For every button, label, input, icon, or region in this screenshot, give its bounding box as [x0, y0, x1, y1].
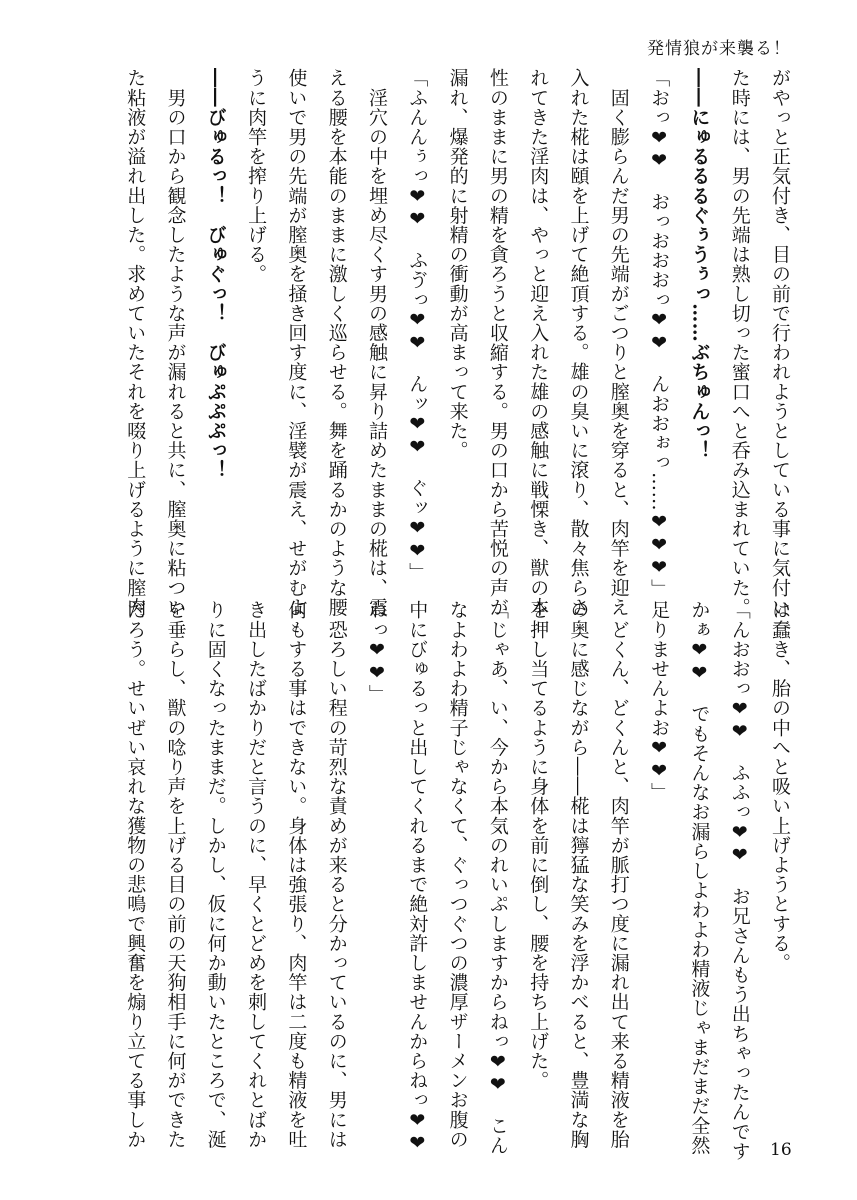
text-column: 恐ろしい程の苛烈な責めが来ると分かっているのに、男には [325, 600, 348, 1149]
text-column: た粘液が溢れ出した。求めていたそれを啜り上げるように膣肉 [124, 68, 147, 617]
text-column: 「おっ❤❤ おっおおおっ❤❤ んおおぉっ……❤❤❤」 [648, 68, 671, 599]
running-header-title: 発情狼が来襲る！ [647, 39, 791, 59]
text-column: 入れた椛は頤を上げて絶頂する。雄の臭いに滾り、散々焦らさ [567, 68, 590, 617]
text-column: なよわよわ精子じゃなくて、ぐっつぐつの濃厚ザーメンお腹の [446, 600, 469, 1149]
text-column: かぁ❤❤ でもそんなお漏らしよわよわ精液じゃまだまだ全然 [688, 600, 711, 1155]
text-column: 中にびゅるっと出してくれるまで絶対許しませんからねっ❤❤ [406, 600, 429, 1155]
text-column: うに肉竿を搾り上げる。 [245, 68, 268, 284]
text-column: 使いで男の先端が膣奥を掻き回す度に、淫襞が震え、せがむよ [285, 68, 308, 617]
text-column: りに固くなったままだ。しかし、仮に何か動いたところで、涎 [204, 600, 227, 1149]
text-column: た時には、男の先端は熟し切った蜜口へと呑み込まれていた。 [728, 68, 751, 617]
text-column: 「ふんんぅっ❤❤ ふゔっ❤❤ んッ❤❤ ぐッ❤❤」 [406, 68, 429, 582]
text-column: どくん、どくんと、肉竿が脈打つ度に漏れ出て来る精液を胎 [607, 600, 630, 1149]
text-column: 何もする事はできない。身体は強張り、肉竿は二度も精液を吐 [285, 600, 308, 1149]
text-column: き出したばかりだと言うのに、早くとどめを刺してくれとばか [245, 600, 268, 1149]
text-column: 性のままに男の精を貪ろうと収縮する。男の口から苦悦の声が [486, 68, 509, 617]
text-column: を垂らし、獣の唸り声を上げる目の前の天狗相手に何ができた [164, 600, 187, 1149]
onomatopoeia-line: ――にゅるるるぐぅうぅっ……ぶちゅんっ！ [688, 68, 711, 460]
text-column: 足りませんよお❤❤」 [648, 600, 671, 802]
text-column: だろう。せいぜい哀れな獲物の悲鳴で興奮を煽り立てる事しか [124, 600, 147, 1149]
text-column: 淫穴の中を埋め尽くす男の感触に昇り詰めたままの椛は、震 [366, 68, 388, 617]
text-column: は蠢き、胎の中へと吸い上げようとする。 [769, 600, 791, 973]
text-column: 漏れ、爆発的に射精の衝動が高まって来た。 [446, 68, 469, 460]
text-column: 「んおおっ❤❤ ふふっ❤❤ お兄さんもう出ちゃったんです [728, 600, 751, 1161]
text-column: れてきた淫肉は、やっと迎え入れた雄の感触に戦慄き、獣の本 [527, 68, 550, 617]
onomatopoeia-line: ――びゅるっ！ びゅぐっ！ びゅぷぷぷっ！ [204, 68, 227, 480]
page-number: 16 [770, 1140, 792, 1160]
text-block-upper [110, 68, 800, 617]
text-column: 「じゃあ、い、今から本気のれいぷしますからねっ❤❤ こん [486, 600, 509, 1155]
text-column: 固く膨らんだ男の先端がごつりと膣奥を穿ると、肉竿を迎え [607, 68, 630, 617]
text-column: 男の口から観念したような声が漏れると共に、膣奥に粘つい [164, 68, 187, 617]
text-column: える腰を本能のままに激しく巡らせる。舞を踊るかのような腰 [325, 68, 348, 617]
text-column: がやっと正気付き、目の前で行われようとしている事に気付い [769, 68, 791, 617]
text-column: ねっ❤❤」 [366, 600, 388, 704]
text-column: を押し当てるように身体を前に倒し、腰を持ち上げた。 [527, 600, 550, 1090]
text-column: の奥に感じながら――椛は獰猛な笑みを浮かべると、豊満な胸 [567, 600, 590, 1149]
